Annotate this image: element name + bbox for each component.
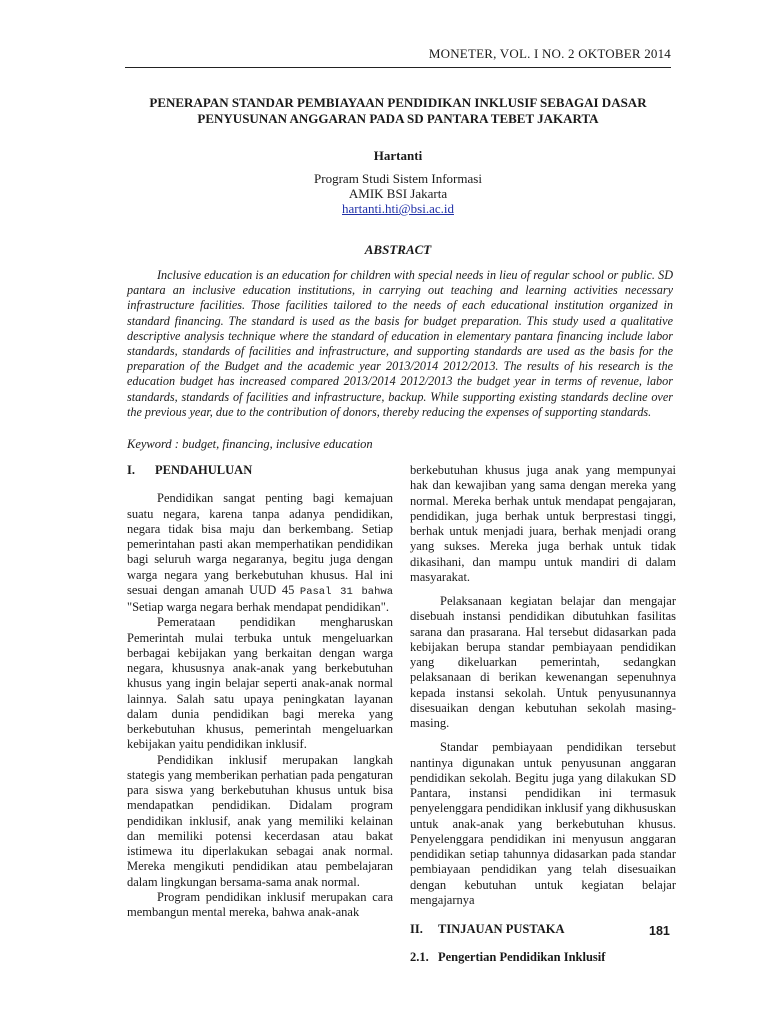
paragraph: Pemerataan pendidikan mengharuskan Pemerintah mulai terbuka untuk mengeluarkan berbagai kebijakan yang berkaitan dengan warga negara, khususnya anak-anak yang berkebutuhan khusus yang ingin belajar seperti anak-anak normal lainnya. Salah satu upaya peningkatan layanan dalam dunia pendidikan bagi mereka yang berkebutuhan khusus, pemerintah mengeluarkan kebijakan yaitu pendidikan inklusif. [127, 615, 393, 752]
affiliation-institution: AMIK BSI Jakarta [348, 186, 448, 201]
paragraph: Pelaksanaan kegiatan belajar dan mengajar disebuah instansi pendidikan dibutuhkan fasilitas sarana dan prasarana. Hal tersebut didasarkan pada kebijakan berupa standar pembiayaan pendidikan yang dikeluarkan pemerintah, sedangkan pelaksanaan di berikan kewenangan sepenuhnya kepada instansi sekolah. Untuk penyusunannya disesuaikan dengan kebutuhan sekolah masing-masing. [410, 594, 676, 730]
abstract-text: Inclusive education is an education for children with special needs in lieu of regular school or public. SD pantara an inclusive education institutions, in carrying out teaching and learning activities necessary infrastructure facilities. Those facilities tailored to the needs of each educational institution organized in standard financing. The standard is used as the basis for budget preparation. This study used a qualitative descriptive analysis technique where the standard of education in elementary pantara financing include labor standards, standards of facilities and infrastructure, and supporting standards are used as the basis for the preparation of the Budget and the academic year 2013/2014 2012/2013. The results of his research is the education budget has increased compared 2013/2014 2012/2013 the budget year in terms of revenue, labor standards, standards of facilities and infrastructure, backup. While supporting existing standards decline over the previous year, due to the contribution of donors, thereby reducing the expenses of supporting standards. [127, 268, 673, 419]
section-heading-tinjauan-pustaka [410, 922, 676, 937]
paragraph: berkebutuhan khusus juga anak yang mempunyai hak dan kewajiban yang sama dengan mereka yang normal. Mereka berhak untuk mendapat pengajaran, pendidikan, juga berhak untuk berprestasi tinggi, berhak untuk menjadi juara, berhak menjadi orang yang sukses. Mereka juga berhak untuk tidak dikasihani, dan mampu untuk mandiri di dalam masyarakat. [410, 463, 676, 584]
header-rule [125, 67, 671, 68]
right-column [410, 463, 676, 966]
paragraph: Pendidikan inklusif merupakan langkah stategis yang memberikan perhatian pada pengaturan para siswa yang berkebutuhan khusus untuk bisa mendapatkan pendidikan. Didalam program pendidikan inklusif, anak yang memiliki kelainan dan memiliki potensi kecerdasan atau bakat istimewa itu diperlakukan sebagai anak normal. Mereka mengikuti pendidikan atau pembelajaran dalam lingkungan bersama-sama anak normal. [127, 752, 393, 889]
inline-mono-text: Pasal 31 bahwa [299, 585, 393, 598]
left-column [127, 463, 393, 920]
page-number: 181 [649, 924, 670, 938]
section-title: PENDAHULUAN [155, 463, 253, 477]
subsection-number: 2.1. [410, 950, 429, 965]
affiliation [125, 171, 671, 216]
running-head: MONETER, VOL. I NO. 2 OKTOBER 2014 [428, 46, 671, 61]
section-heading-pendahuluan [127, 463, 393, 478]
title-line-1: PENERAPAN STANDAR PEMBIAYAAN PENDIDIKAN INKLUSIF SEBAGAI DASAR [149, 95, 647, 110]
keywords: Keyword : budget, financing, inclusive education [127, 437, 373, 451]
paragraph: Standar pembiayaan pendidikan tersebut nantinya digunakan untuk penyusunan anggaran pendidikan sekolah. Begitu juga yang dilakukan SD Pantara, instansi pendidikan ini termasuk penyelenggara pendidikan inklusif yang dikhususkan untuk anak-anak yang berkebutuhan khusus. Penyelenggara pendidikan ini menyusun anggaran pendidikan setiap tahunnya didasarkan pada standar pembiayaan pendidikan yang telah disesuaikan dengan kebutuhan untuk kegiatan belajar mengajarnya [410, 740, 676, 907]
section-title: TINJAUAN PUSTAKA [438, 922, 565, 936]
section-number: I. [127, 463, 135, 477]
subsection-heading [410, 950, 676, 965]
paragraph: Program pendidikan inklusif merupakan cara membangun mental mereka, bahwa anak-anak [127, 889, 393, 919]
abstract-heading: ABSTRACT [364, 242, 432, 257]
paper-title [125, 95, 671, 127]
author-name: Hartanti [373, 148, 423, 163]
affiliation-program: Program Studi Sistem Informasi [314, 171, 482, 186]
author-email-link[interactable]: hartanti.hti@bsi.ac.id [342, 201, 454, 216]
paragraph: Pendidikan sangat penting bagi kemajuan suatu negara, karena tanpa adanya pendidikan, negara tidak bisa maju dan berkembang. Setiap pemerintahan pasti akan memperhatikan pendidikan bagi seluruh warga negaranya, begitu juga dengan warga negara yang berkebutuhan khusus. Hal ini sesuai dengan amanah UUD 45 Pasal 31 bahwa "Setiap warga negara berhak mendapat pendidikan". [127, 491, 393, 614]
section-number: II. [410, 922, 423, 936]
title-line-2: PENYUSUNAN ANGGARAN PADA SD PANTARA TEBET JAKARTA [197, 111, 599, 126]
subsection-title: Pengertian Pendidikan Inklusif [438, 950, 606, 965]
